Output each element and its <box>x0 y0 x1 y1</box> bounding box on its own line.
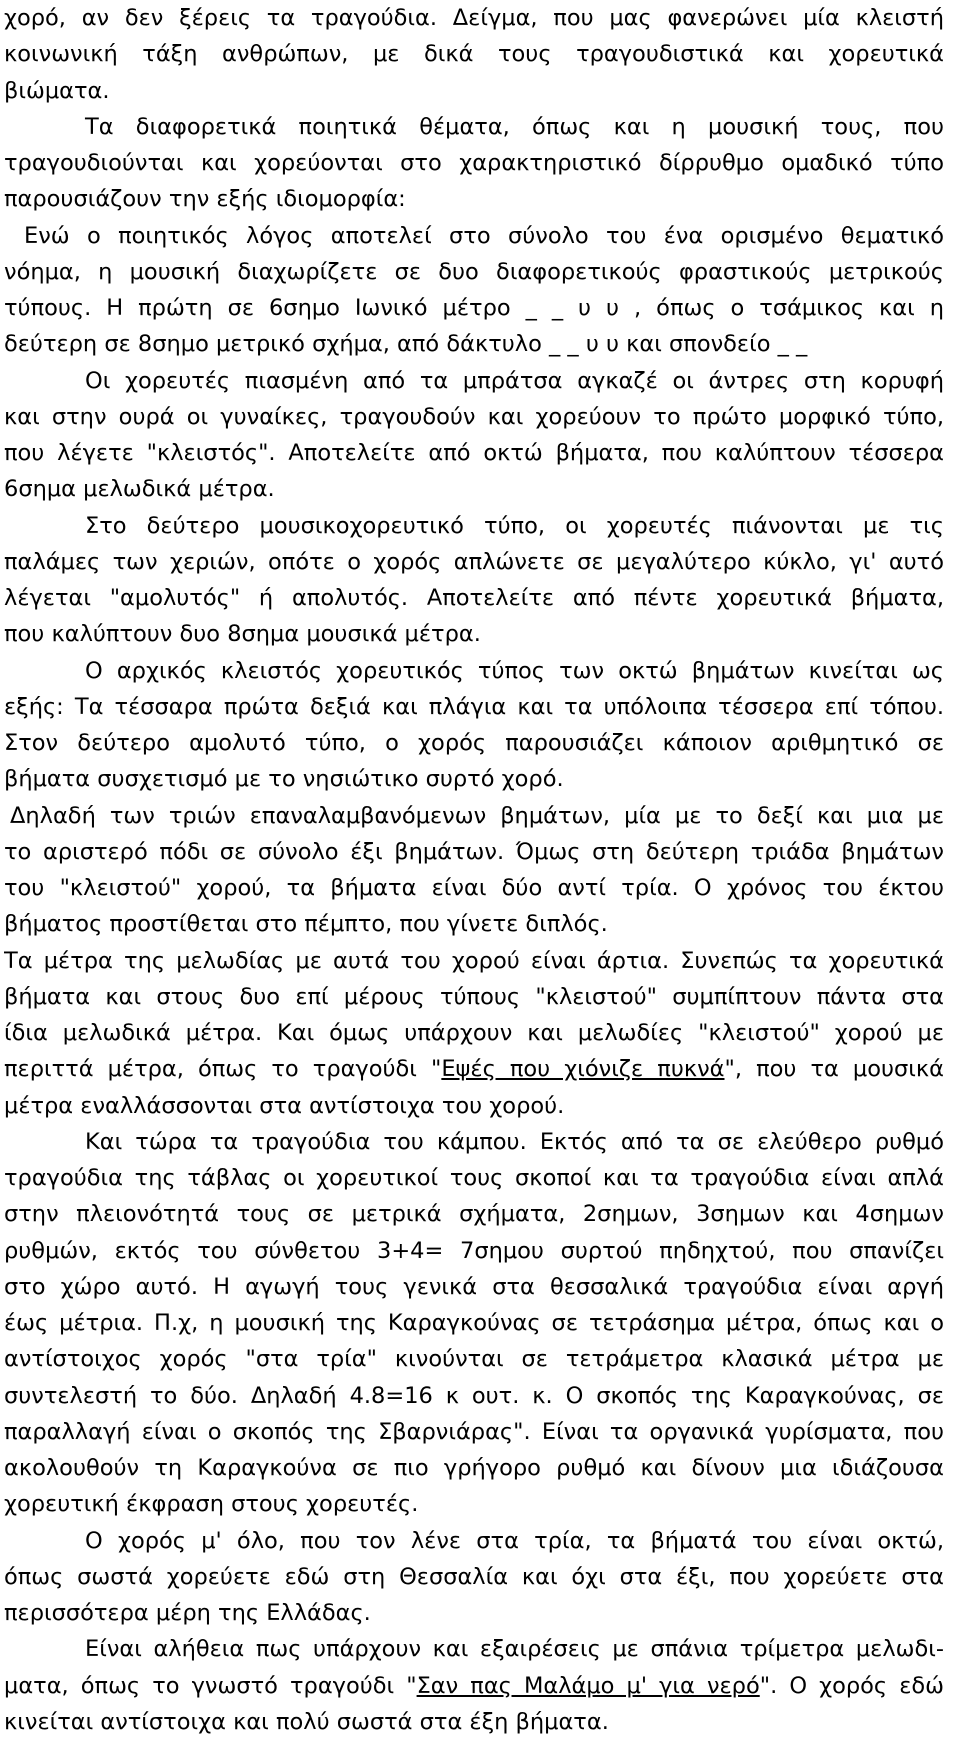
text-line-21: Στον δεύτερο αμολυτό τύπο, ο χορός παρουσιάζει κάποιον αριθμητικό σε <box>4 730 944 756</box>
text-line-16: παλάμες των χεριών, οπότε ο χορός απλώνετε σε μεγαλύτερο κύκλο, γι' αυτό <box>4 548 944 575</box>
text-line-3: βιώματα. <box>4 77 110 104</box>
song-title-san-pas-malamo: Σαν πας Μαλάμο μ' για νερό <box>416 1672 760 1699</box>
text-line-31: μέτρα εναλλάσσονται στα αντίστοιχα του χορού. <box>4 1092 565 1119</box>
text-line-7: Ενώ ο ποιητικός λόγος αποτελεί στο σύνολο του ένα ορισμένο θεματικό <box>24 222 944 249</box>
line-30-text-before: περιττά μέτρα, όπως το τραγούδι " <box>4 1056 442 1083</box>
text-line-40: παραλλαγή είναι ο σκοπός της Σβαρνιάρας". Είναι τα οργανικά γυρίσματα, που <box>4 1418 944 1445</box>
text-line-35: ρυθμών, εκτός του σύνθετου 3+4= 7σημου συρτού πηδηχτού, που σπανίζει <box>4 1237 944 1264</box>
text-line-25: του "κλειστού" χορού, τα βήματα είναι δύο αντί τρία. Ο χρόνος του έκτου <box>4 875 944 901</box>
text-line-34: στην πλειονότητά τους σε μετρικά σχήματα, 2σημων, 3σημων και 4σημων <box>4 1201 944 1228</box>
text-line-13: που λέγετε "κλειστός". Αποτελείτε από οκτώ βήματα, που καλύπτουν τέσσερα <box>4 440 944 466</box>
text-line-43: Ο χορός μ' όλο, που τον λένε στα τρία, τα βήματά του είναι οκτώ, <box>85 1527 944 1554</box>
text-line-9: τύπους. Η πρώτη σε 6σημο Ιωνικό μέτρο _ _ υ υ , όπως ο τσάμικος και η <box>4 295 944 321</box>
text-line-26: βήματος προστίθεται στο πέμπτο, που γίνετε διπλός. <box>4 911 608 938</box>
text-line-17: λέγεται "αμολυτός" ή απολυτός. Αποτελείτε από πέντε χορευτικά βήματα, <box>4 585 944 611</box>
text-line-14: 6σημα μελωδικά μέτρα. <box>4 476 275 503</box>
text-line-33: τραγούδια της τάβλας οι χορευτικοί τους σκοποί και τα τραγούδια είναι απλά <box>4 1165 944 1191</box>
text-line-44: όπως σωστά χορεύετε εδώ στη Θεσσαλία και όχι στα έξι, που χορεύετε στα <box>4 1563 944 1590</box>
text-line-28: βήματα και στους δυο επί μέρους τύπους "κλειστού" συμπίπτουν πάντα στα <box>4 983 944 1010</box>
text-line-2: κοινωνική τάξη ανθρώπων, με δικά τους τραγουδιστικά και χορευτικά <box>4 41 944 68</box>
text-line-45: περισσότερα μέρη της Ελλάδας. <box>4 1600 371 1626</box>
text-line-42: χορευτική έκφραση στους χορευτές. <box>4 1491 419 1518</box>
line-47-text-after: ". Ο χορός εδώ <box>759 1672 944 1699</box>
text-line-41: ακολουθούν τη Καραγκούνα σε πιο γρήγορο ρυθμό και δίνουν μια ιδιάζουσα <box>4 1455 944 1481</box>
text-line-10: δεύτερη σε 8σημο μετρικό σχήμα, από δάκτυλο _ _ υ υ και σπονδείο _ _ <box>4 331 808 358</box>
text-line-8: νόημα, η μουσική διαχωρίζετε σε δυο διαφορετικούς φραστικούς μετρικούς <box>4 258 944 285</box>
line-47-text-before: ματα, όπως το γνωστό τραγούδι " <box>4 1672 417 1699</box>
line-30-text-after: ", που τα μουσικά <box>724 1056 944 1083</box>
text-line-5: τραγουδιούνται και χορεύονται στο χαρακτηριστικό δίρρυθμο ομαδικό τύπο <box>4 150 944 176</box>
text-line-1: χορό, αν δεν ξέρεις τα τραγούδια. Δείγμα, που μας φανερώνει μία κλειστή <box>4 5 944 31</box>
text-line-39: συντελεστή το δύο. Δηλαδή 4.8=16 κ ουτ. κ. Ο σκοπός της Καραγκούνας, σε <box>4 1382 944 1409</box>
text-line-18: που καλύπτουν δυο 8σημα μουσικά μέτρα. <box>4 621 481 648</box>
text-line-47 <box>4 1668 944 1704</box>
text-line-11: Οι χορευτές πιασμένη από τα μπράτσα αγκαζέ οι άντρες στη κορυφή <box>85 367 944 394</box>
text-line-27: Τα μέτρα της μελωδίας με αυτά του χορού είναι άρτια. Συνεπώς τα χορευτικά <box>4 947 944 974</box>
song-title-epses-pou-chionize: Εψές που χιόνιζε πυκνά <box>441 1056 725 1083</box>
text-line-15: Στο δεύτερο μουσικοχορευτικό τύπο, οι χορευτές πιάνονται με τις <box>85 512 944 539</box>
text-line-22: βήματα συσχετισμό με το νησιώτικο συρτό χορό. <box>4 766 564 793</box>
text-line-19: Ο αρχικός κλειστός χορευτικός τύπος των οκτώ βημάτων κινείται ως <box>85 657 944 684</box>
text-line-32: Και τώρα τα τραγούδια του κάμπου. Εκτός από τα σε ελεύθερο ρυθμό <box>85 1128 944 1155</box>
text-line-48: κινείται αντίστοιχα και πολύ σωστά στα έξη βήματα. <box>4 1708 609 1735</box>
text-line-38: αντίστοιχος χορός "στα τρία" κινούνται σε τετράμετρα κλασικά μέτρα με <box>4 1346 944 1373</box>
text-line-29: ίδια μελωδικά μέτρα. Και όμως υπάρχουν και μελωδίες "κλειστού" χορού με <box>4 1020 944 1046</box>
text-line-23: Δηλαδή των τριών επαναλαμβανόμενων βημάτων, μία με το δεξί και μια με <box>10 802 944 829</box>
text-line-6: παρουσιάζουν την εξής ιδιομορφία: <box>4 186 406 213</box>
text-line-30 <box>4 1051 944 1087</box>
text-line-12: και στην ουρά οι γυναίκες, τραγουδούν και χορεύουν το πρώτο μορφικό τύπο, <box>4 403 944 430</box>
text-line-4: Τα διαφορετικά ποιητικά θέματα, όπως και η μουσική τους, που <box>85 113 944 140</box>
text-line-20: εξής: Τα τέσσαρα πρώτα δεξιά και πλάγια και τα υπόλοιπα τέσσερα επί τόπου. <box>4 693 944 720</box>
text-line-36: στο χώρο αυτό. Η αγωγή τους γενικά στα θεσσαλικά τραγούδια είναι αργή <box>4 1273 944 1300</box>
text-line-24: το αριστερό πόδι σε σύνολο έξι βημάτων. Όμως στη δεύτερη τριάδα βημάτων <box>4 838 944 865</box>
text-line-37: έως μέτρια. Π.χ, η μουσική της Καραγκούνας σε τετράσημα μέτρα, όπως και ο <box>4 1310 944 1336</box>
text-line-46: Είναι αλήθεια πως υπάρχουν και εξαιρέσεις με σπάνια τρίμετρα μελωδι- <box>85 1636 944 1663</box>
